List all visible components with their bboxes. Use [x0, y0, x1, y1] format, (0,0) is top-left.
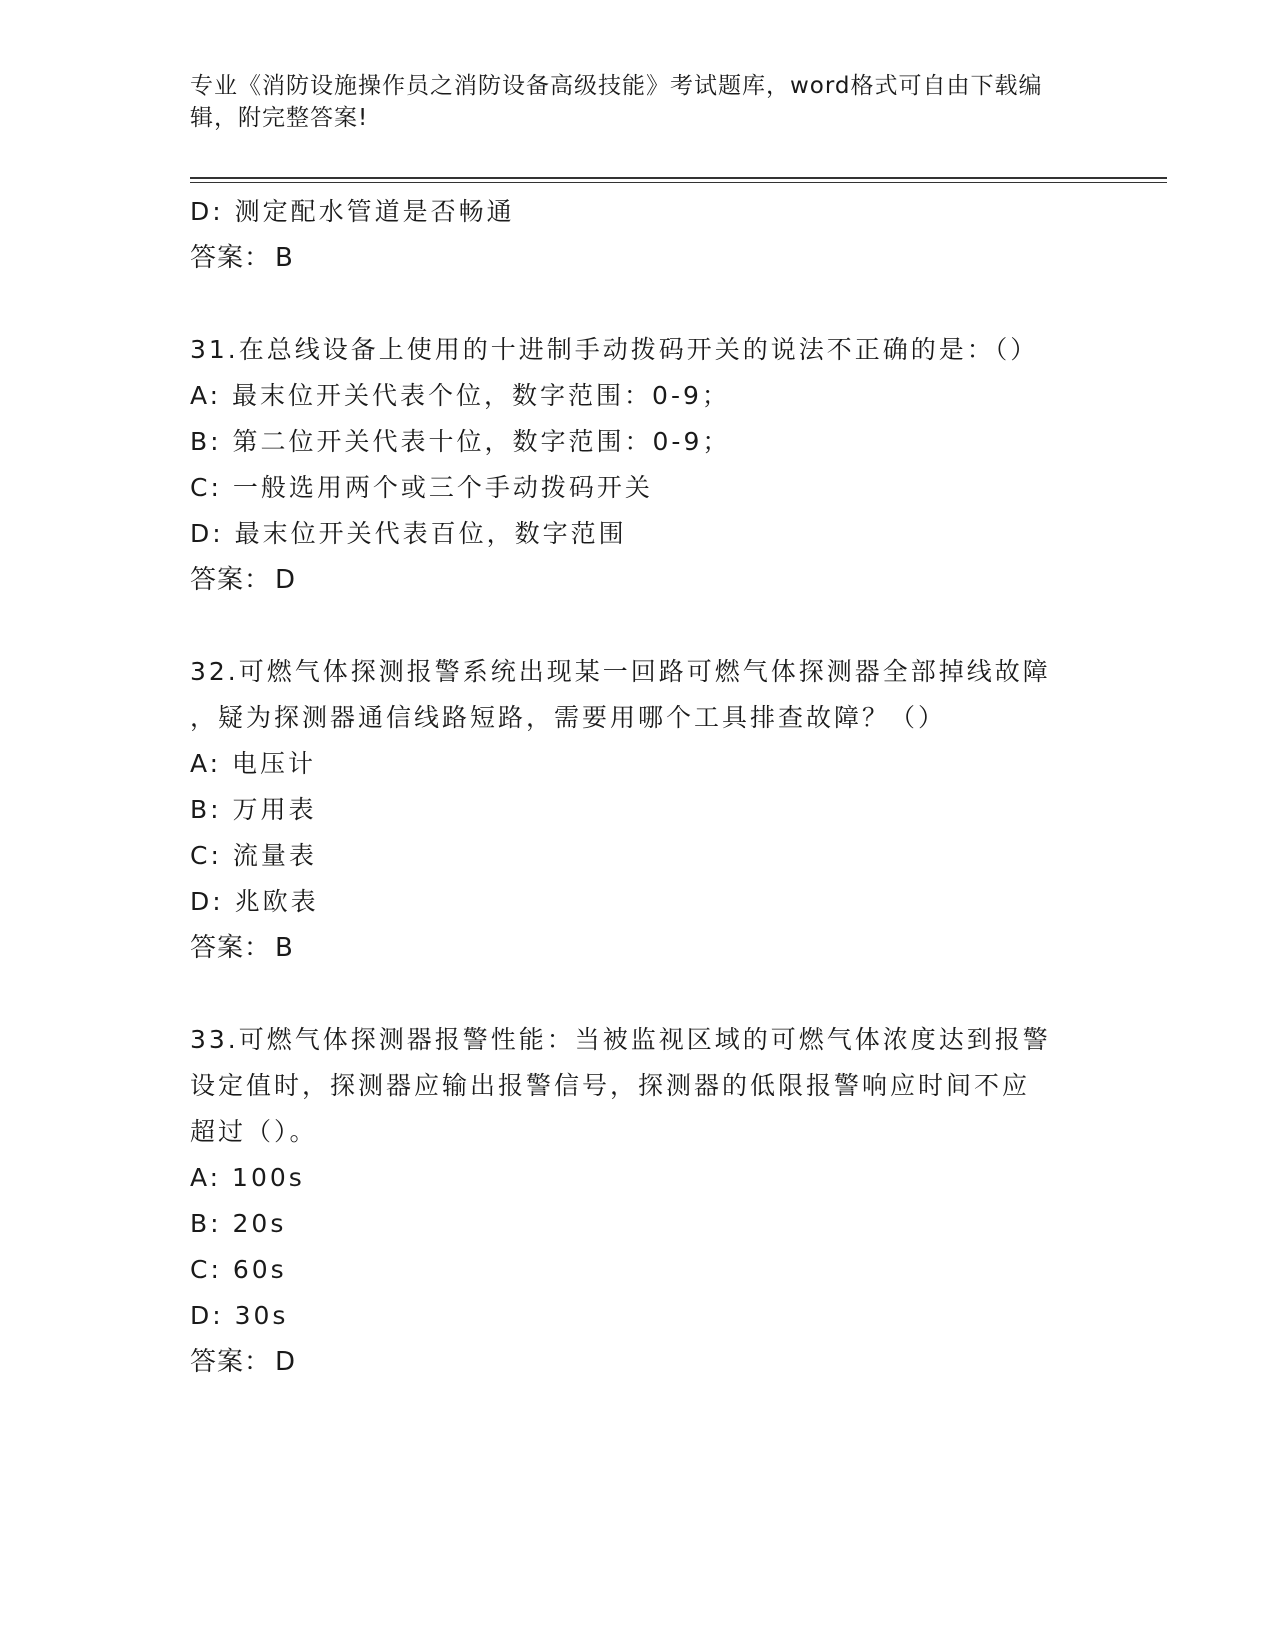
- question-33: [190, 1017, 1090, 1385]
- option-c: C: 一般选用两个或三个手动拨码开关: [190, 473, 653, 502]
- option-a: A: 电压计: [190, 749, 317, 778]
- question-31: [190, 327, 1090, 603]
- question-stem-line-2: ，疑为探测器通信线路短路，需要用哪个工具排查故障？（）: [190, 703, 947, 732]
- question-stem: 31.在总线设备上使用的十进制手动拨码开关的说法不正确的是：（）: [190, 335, 1039, 364]
- question-stem-line-1: 32.可燃气体探测报警系统出现某一回路可燃气体探测器全部掉线故障: [190, 657, 1051, 686]
- header-divider-thick: [190, 177, 1167, 179]
- question-stem-line-2: 设定值时，探测器应输出报警信号，探测器的低限报警响应时间不应: [190, 1071, 1031, 1100]
- answer-label: 答案：: [190, 243, 272, 273]
- option-d: D: 最末位开关代表百位，数字范围: [190, 519, 627, 548]
- answer-value: D: [275, 565, 297, 595]
- option-c: C: 60s: [190, 1255, 287, 1284]
- answer-label: 答案：: [190, 565, 272, 595]
- question-stem-line-3: 超过（）。: [190, 1117, 318, 1146]
- option-a: A: 最末位开关代表个位，数字范围：0-9；: [190, 381, 730, 410]
- answer-value: D: [275, 1347, 297, 1377]
- question-stem-line-1: 33.可燃气体探测器报警性能：当被监视区域的可燃气体浓度达到报警: [190, 1025, 1051, 1054]
- option-b: B: 万用表: [190, 795, 317, 824]
- option-d: D: 兆欧表: [190, 887, 319, 916]
- answer-line: [190, 925, 1090, 971]
- answer-line: [190, 1339, 1090, 1385]
- option-b: B: 20s: [190, 1209, 287, 1238]
- question-list: [190, 189, 1090, 1385]
- answer-label: 答案：: [190, 933, 272, 963]
- answer-line: [190, 557, 1090, 603]
- option-c: C: 流量表: [190, 841, 317, 870]
- option-d: D: 30s: [190, 1301, 289, 1330]
- header-line-2: 辑，附完整答案!: [190, 105, 369, 131]
- answer-label: 答案：: [190, 1347, 272, 1377]
- answer-value: B: [275, 243, 294, 273]
- option-b: B: 第二位开关代表十位，数字范围：0-9；: [190, 427, 731, 456]
- header-divider-thin: [190, 182, 1167, 183]
- option-d: D: 测定配水管道是否畅通: [190, 197, 515, 226]
- document-header: [190, 70, 1090, 134]
- answer-line: [190, 235, 1090, 281]
- question-32: [190, 649, 1090, 971]
- option-a: A: 100s: [190, 1163, 305, 1192]
- answer-value: B: [275, 933, 294, 963]
- header-line-1: 专业《消防设施操作员之消防设备高级技能》考试题库，word格式可自由下载编: [190, 73, 1043, 99]
